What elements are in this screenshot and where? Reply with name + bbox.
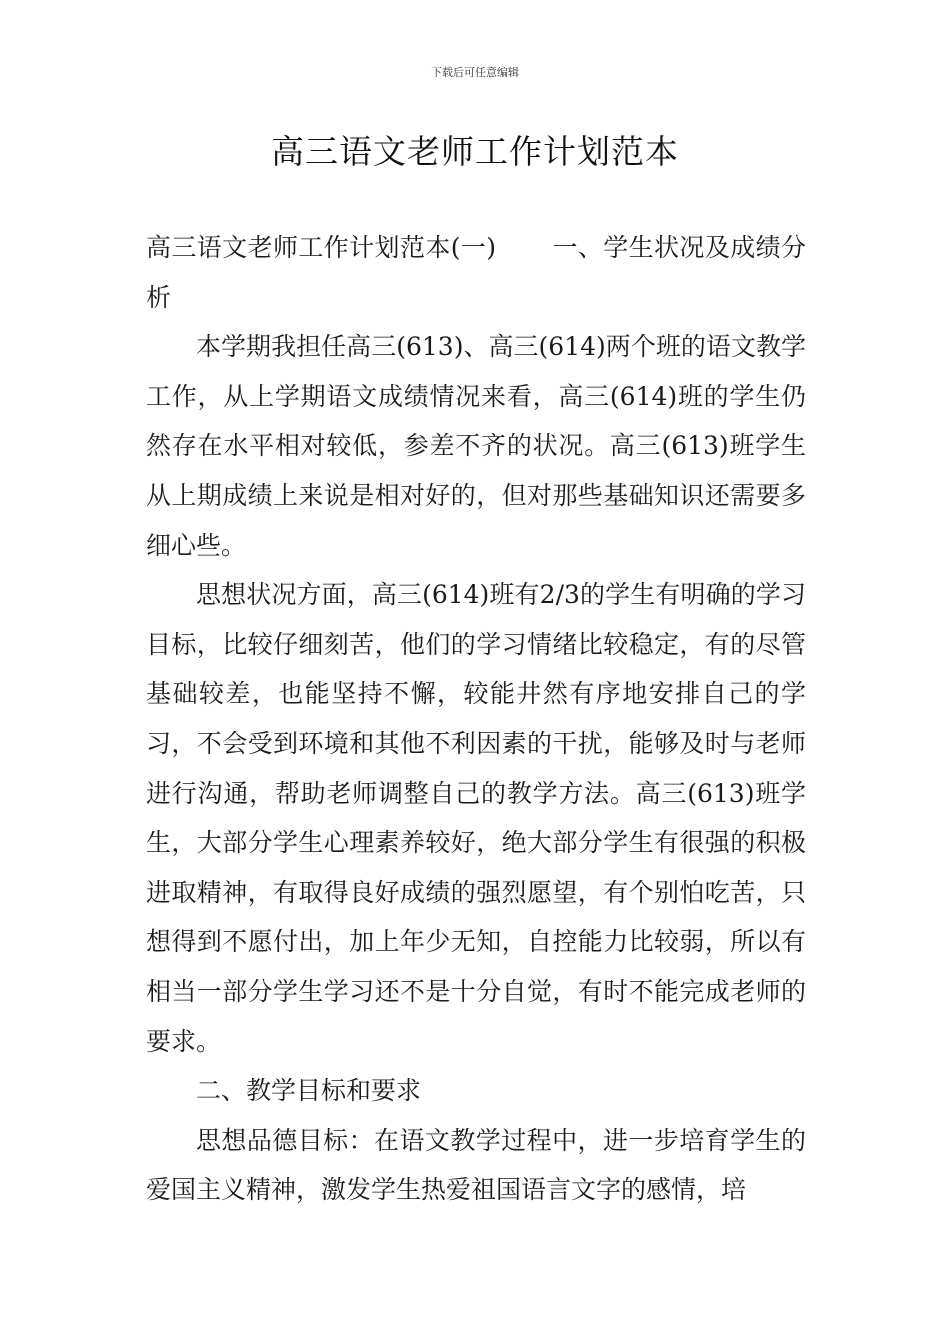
paragraph-class-overview: 本学期我担任高三(613)、高三(614)两个班的语文教学工作，从上学期语文成绩情况来看，高三(614)班的学生仍然存在水平相对较低，参差不齐的状况。高三(613)班学生从上期成绩上来说是相对好的，但对那些基础知识还需要多细心些。 (146, 332, 806, 560)
document-title: 高三语文老师工作计划范本 (271, 132, 679, 171)
document-body (146, 223, 806, 1215)
section-heading-2: 二、教学目标和要求 (196, 1076, 422, 1106)
intro-title: 高三语文老师工作计划范本(一) (146, 233, 497, 262)
intro-paragraph (146, 223, 806, 322)
paragraph-student-attitude: 思想状况方面，高三(614)班有2/3的学生有明确的学习目标，比较仔细刻苦，他们的学习情绪比较稳定，有的尽管基础较差，也能坚持不懈，较能井然有序地安排自己的学习，不会受到环境和其他不利因素的干扰，能够及时与老师进行沟通，帮助老师调整自己的教学方法。高三(613)班学生，大部分学生心理素养较好，绝大部分学生有很强的积极进取精神，有取得良好成绩的强烈愿望，有个别怕吃苦，只想得到不愿付出，加上年少无知，自控能力比较弱，所以有相当一部分学生学习还不是十分自觉，有时不能完成老师的要求。 (146, 580, 806, 1056)
paragraph-moral-goals: 思想品德目标：在语文教学过程中，进一步培育学生的爱国主义精神，激发学生热爱祖国语言文字的感情，培 (146, 1125, 806, 1205)
section-heading-1: 一、学生状况及成绩分析 (146, 233, 806, 312)
header-note: 下载后可任意编辑 (431, 66, 519, 79)
